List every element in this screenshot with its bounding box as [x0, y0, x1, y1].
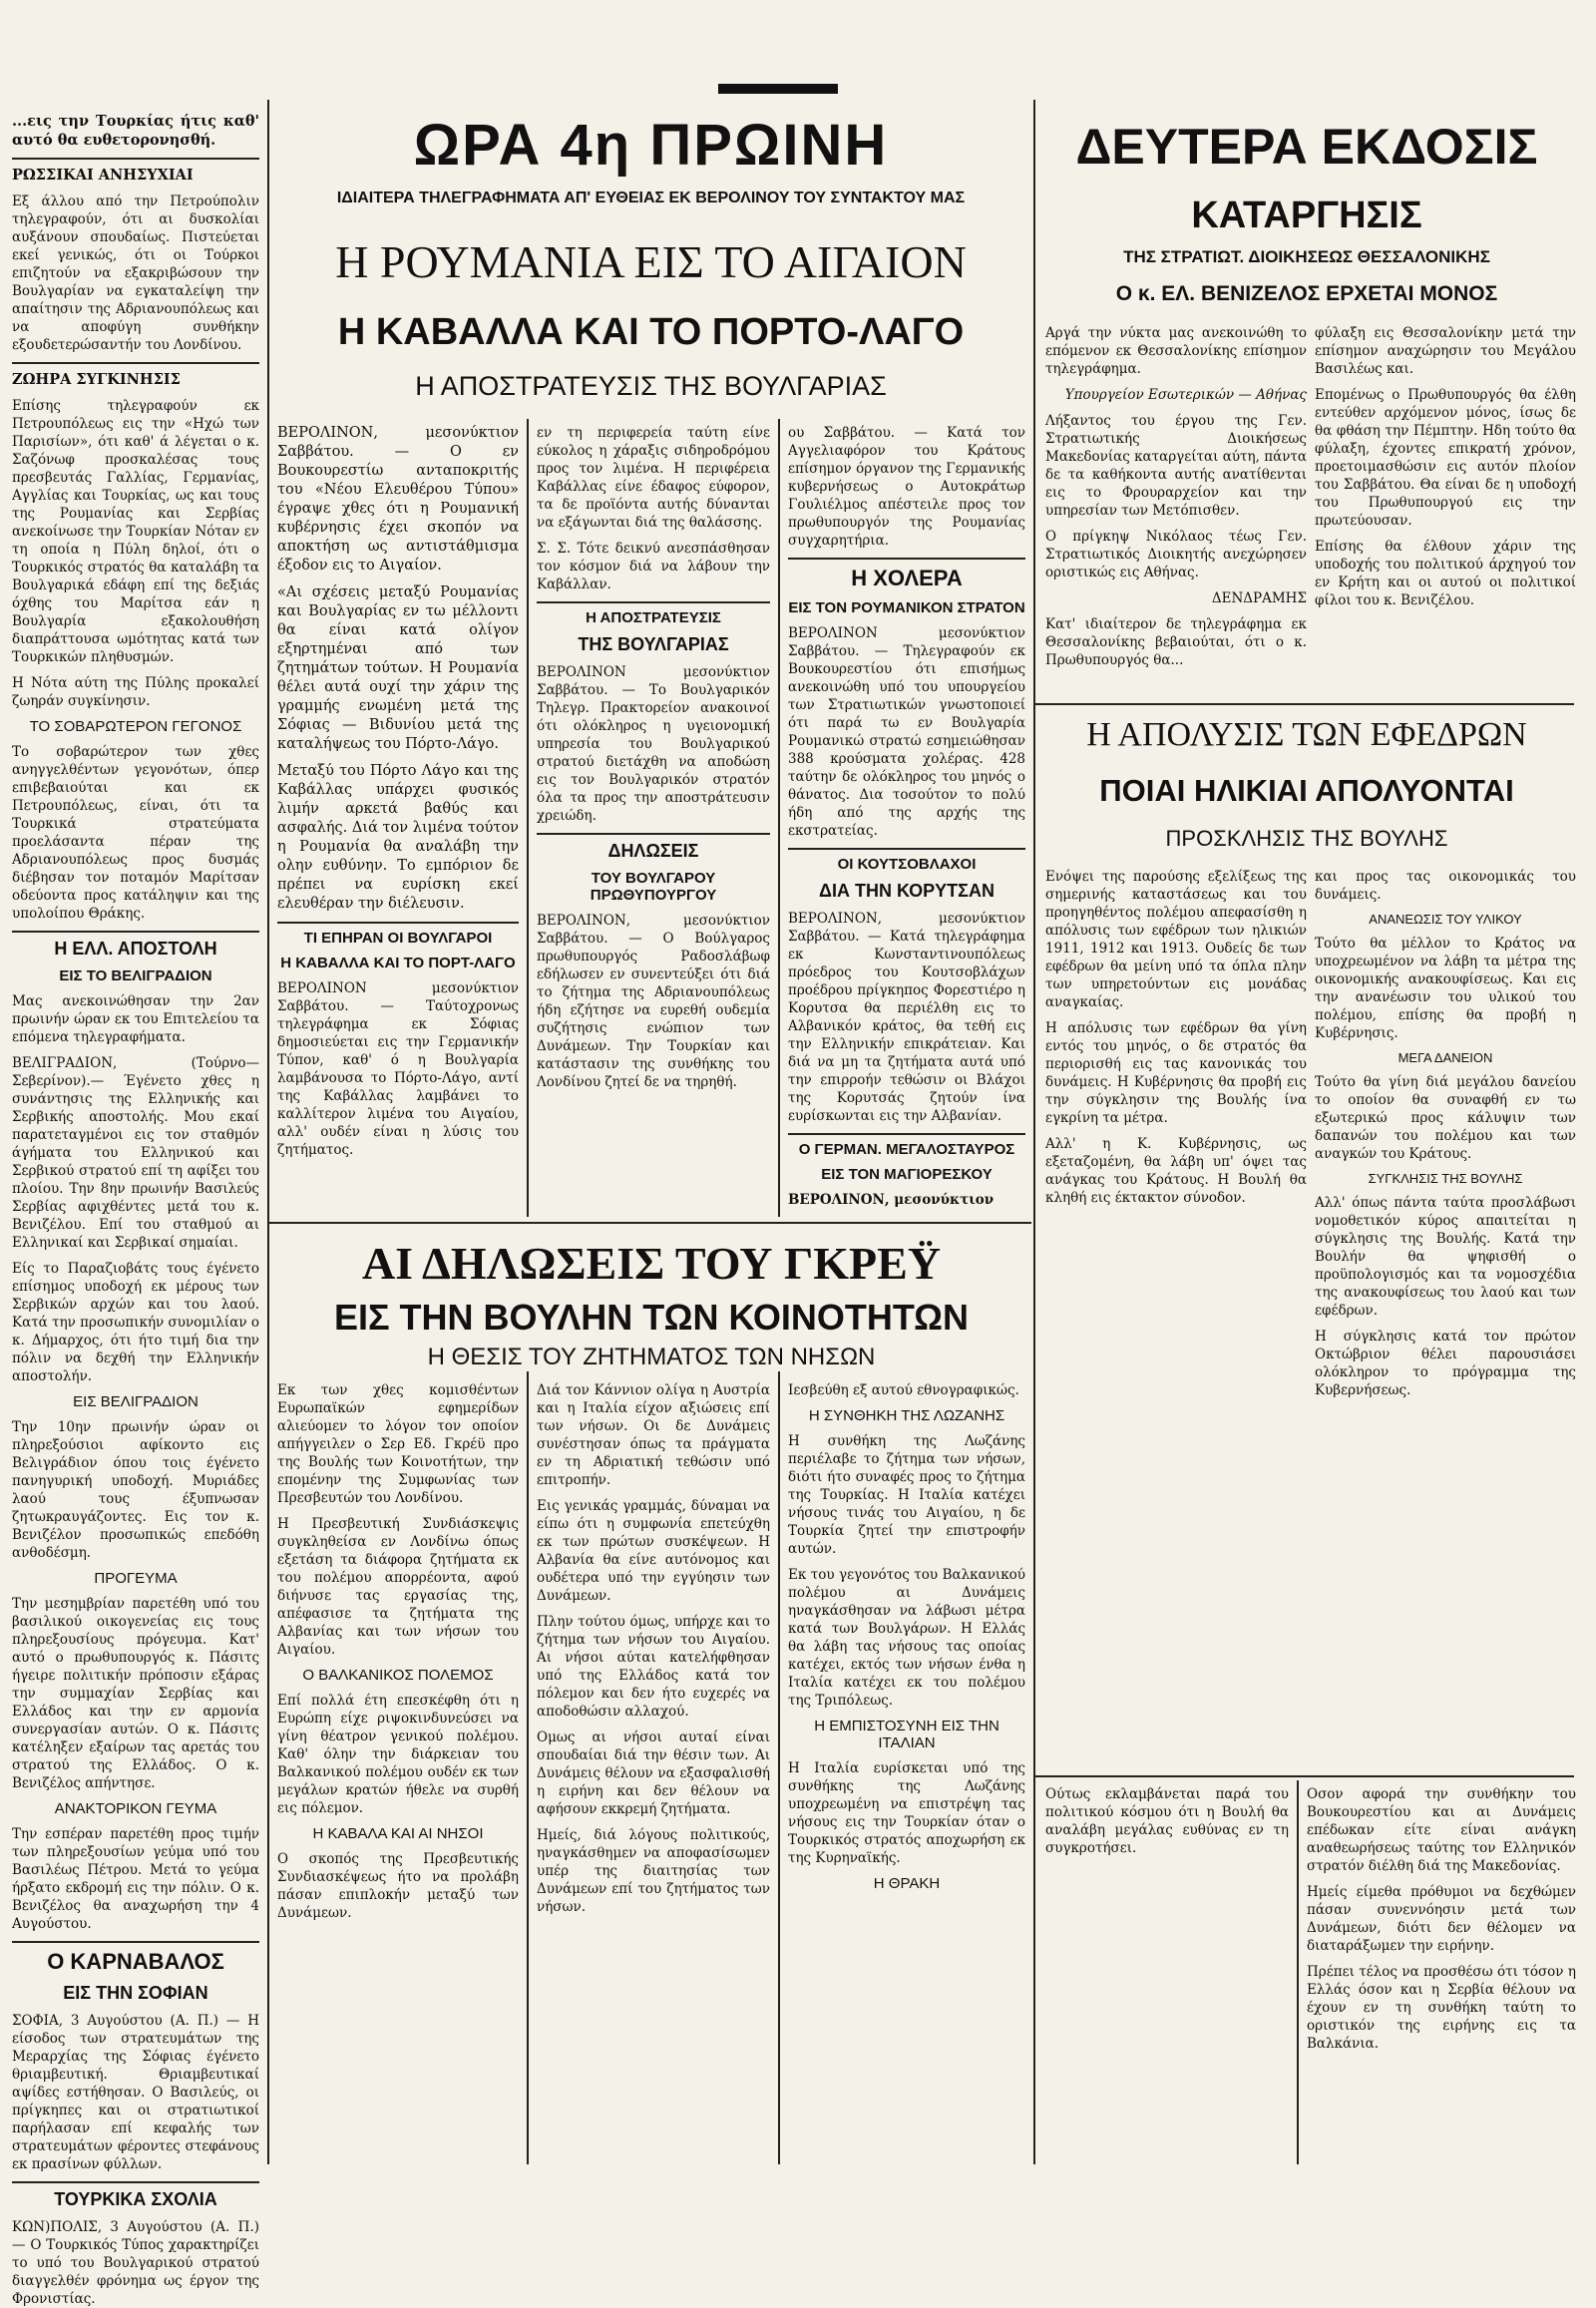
- article-subheadline: ΕΙΣ ΤΟΝ ΡΟΥΜΑΝΙΚΟΝ ΣΤΡΑΤΟΝ: [788, 599, 1025, 616]
- article-body: Η Νότα αύτη της Πύλης προκαλεί ζωηράν συγκίνησιν.: [12, 675, 259, 709]
- banner-subtitle: ΙΔΙΑΙΤΕΡΑ ΤΗΛΕΓΡΑΦΗΜΑΤΑ ΑΠ' ΕΥΘΕΙΑΣ ΕΚ ΒΕΡΟΛΙΝΟΥ ΤΟΥ ΣΥΝΤΑΚΤΟΥ ΜΑΣ: [336, 190, 966, 206]
- headline-romania: Η ΡΟΥΜΑΝΙΑ ΕΙΣ ΤΟ ΑΙΓΑΙΟΝ: [335, 236, 967, 287]
- right-column-2: [1315, 324, 1576, 698]
- masthead-bar: [718, 84, 838, 94]
- article-body: Επίσης τηλεγραφούν εκ Πετρουπόλεως εις την «Ηχώ των Παρισίων», ότι καθ' ά λέγεται ο κ. Σαζόνωφ προσκαλέσας τους πρεσβευτάς Γαλλίας, Γερμανίας, Αγγλίας και Τουρκίας, ως και τους της Ρουμανίας και Σερβίας ανεκοίνωσε την Τουρκίαν Νόταν εν τη οποία η Πύλη δηλοί, ότι ο Τουρκικός στρατός θα καταλάβη τα Βουλγαρικά εδάφη επί της δεξιάς όχθης του Μαρίτσα εάν η Βουλγαρία εξακολουθήση διαπράττουσα ωμότητας κατά των Τουρκικών πληθυσμών.: [12, 398, 259, 665]
- article-headline: ΤΙ ΕΠΗΡΑΝ ΟΙ ΒΟΥΛΓΑΡΟΙ: [303, 930, 493, 947]
- section-heading: Η ΕΜΠΙΣΤΟΣΥΝΗ ΕΙΣ ΤΗΝ ΙΤΑΛΙΑΝ: [814, 1718, 999, 1751]
- article-body: Επίσης θα έλθουν χάριν της υποδοχής του πολιτικού άρχηγού τον εν Κρήτη και οι αυτού οι πολιτικοί φίλοι του κ. Βενιζέλου.: [1315, 539, 1576, 608]
- lower-column-1: [277, 1381, 519, 2164]
- section-rule: [269, 1222, 1031, 1224]
- article-body: Εις γενικάς γραμμάς, δύναμαι να είπω ότι η συμφωνία επετεύχθη εκ των πρώτων συσκέψεων. Η Αλβανία θα είνε αυτόνομος και ουδέτερα υπό την εγγύησιν των Δυνάμεων.: [537, 1498, 770, 1604]
- article-subheadline: ΤΟΥ ΒΟΥΛΓΑΡΟΥ ΠΡΩΘΥΠΟΥΡΓΟΥ: [590, 870, 717, 904]
- article-body: Πλην τούτου όμως, υπήρχε και το ζήτημα των νήσων του Αιγαίου. Αι νήσοι αύται κατελήφθησαν υπό της Ελλάδος κατά τον πόλεμον και δεν ήτο ευχερές να αποδοθώσιν αλλαχού.: [537, 1614, 770, 1720]
- article-body: φύλαξη εις Θεσσαλονίκην μετά την επίσημον αναχώρησιν του Μεγάλου Βασιλέως και.: [1315, 325, 1576, 377]
- article-body: Πρέπει τέλος να προσθέσω ότι τόσον η Ελλάς όσον και η Σερβία θέλουν να έχουν εν τη συνθήκη ταύτη το οριστικόν της ειρήνης εις τα Βαλκάνια.: [1307, 1964, 1576, 2052]
- article-body: Τούτο θα μέλλον το Κράτος να υποχρεωμένον να λάβη τα μέτρα της οικονομικής ανακουφίσεως. Και εις την ανανέωσιν του υλικού του πολέμου, επίσης θα προβή η Κυβέρνησις.: [1315, 936, 1576, 1041]
- article-body: Η σύγκλησις κατά τον πρώτον Οκτώβριον θέλει παρουσιάσει ολόκληρον το πρόγραμμα της Κυβερνήσεως.: [1315, 1329, 1576, 1398]
- article-body: Αλλ' η Κ. Κυβέρνησις, ως εξεταζομένη, θα λάβη υπ' όψει τας ανάγκας του Κράτους. Η Βουλή θα κληθή εις έκτακτον σύνοδον.: [1045, 1136, 1307, 1206]
- right-column-6: [1307, 1785, 1576, 2164]
- article-body: Μεταξύ του Πόρτο Λάγο και της Καβάλλας υπάρχει φυσικός λιμήν αρκετά βαθύς και ασφαλής. Διά τον λιμένα τούτον η Ρουμανία θα αναλάβη την ολην ευθύνην. Το εμπόριον δε πρέπει να ευρίσκη εκεί ελευθέραν την διέλευσιν.: [277, 763, 519, 912]
- article-subheadline: ΕΙΣ ΤΟ ΒΕΛΙΓΡΑΔΙΟΝ: [59, 967, 212, 984]
- article-body: ΚΩΝ)ΠΟΛΙΣ, 3 Αυγούστου (Α. Π.) — Ο Τουρκικός Τύπος χαρακτηρίζει το υπό του Βουλγαρικού στρατού διαγγελθέν φρόνημα ως έργον της Φρονιστίας.: [12, 2219, 259, 2307]
- section-heading: ΣΥΓΚΛΗΣΙΣ ΤΗΣ ΒΟΥΛΗΣ: [1368, 1171, 1523, 1186]
- article-body: Η συνθήκη της Λωζάνης περιέλαβε το ζήτημα των νήσων, διότι ήτο συναφές προς το ζήτημα της Τουρκίας. Η Ιταλία κατέχει νήσους τινάς του Αιγαίου, η δε Τουρκία ζητεί την επιστροφήν αυτών.: [788, 1433, 1025, 1557]
- signature: ΔΕΝΔΡΑΜΗΣ: [1211, 590, 1307, 606]
- section-rule: [537, 601, 770, 603]
- section-heading: ΤΟ ΣΟΒΑΡΩΤΕΡΟΝ ΓΕΓΟΝΟΣ: [29, 718, 242, 735]
- article-body: Αλλ' όπως πάντα ταύτα προσλάβωσι νομοθετικόν κύρος απαιτείται η σύγκλησις της Βουλής. Κατά την Βουλήν θα ψηφισθή ο προϋπολογισμός και τα νομοσχέδια της ανακουφίσεως του λαού και των εφέδρων.: [1315, 1195, 1576, 1319]
- article-body: Την μεσημβρίαν παρετέθη υπό του βασιλικού οικογενείας εις τους πληρεξουσίους πρόγευμα. Κατ' αυτό ο πρωθυπουργός κ. Πάσιτς ήγειρε πολιτικήν πρόποσιν εξάρας την συμμαχίαν Σερβίας και Ελλάδος και την εν αρμονία συνεργασίαν αυτών. Ο κ. Πάσιτς κατέληξεν εξαίρων τας αρετάς του στρατού της Ελλάδος. Ο κ. Βενιζέλος απήντησε.: [12, 1596, 259, 1791]
- banner-headline: ΩΡΑ 4η ΠΡΩΙΝΗ: [413, 113, 889, 178]
- article-intro: ...εις την Τουρκίας ήτις καθ' αυτό θα ευθετορονησθή.: [12, 113, 259, 149]
- article-body: Η απόλυσις των εφέδρων θα γίνη εντός του μηνός, ο δε στρατός θα περιορισθή εις τας κανονικάς του δυνάμεις. Η Κυβέρνησις θα προβή εις την σύγκλησιν της Βουλής ίνα εγκρίνη τα μέτρα.: [1045, 1020, 1307, 1126]
- article-body: ου Σαββάτου. — Κατά τον Αγγελιαφόρον του Κράτους επίσημον όργανον της Γερμανικής κυβερνήσεως ο Αυτοκράτωρ Γουλιέλμος απέστειλε προς τον πρωθυπουργόν της Ρουμανίας συγχαρητήρια.: [788, 425, 1025, 549]
- section-rule: [1035, 703, 1574, 705]
- article-headline: ΤΟΥΡΚΙΚΑ ΣΧΟΛΙΑ: [54, 2189, 217, 2209]
- article-body: Οσον αφορά την συνθήκην του Βουκουρεστίου και αι Δυνάμεις επέδωκαν είτε είναι ανάγκη αναθεωρήσεως ταύτης τον Ελληνικόν στρατόν διέλθη διά της Μακεδονίας.: [1307, 1786, 1576, 1874]
- article-body: Ο σκοπός της Πρεσβευτικής Συνδιασκέψεως ήτο να προλάβη πάσαν επιπλοκήν μεταξύ των Δυνάμεων.: [277, 1851, 519, 1921]
- article-body: Την εσπέραν παρετέθη προς τιμήν των πληρεξουσίων γεύμα υπό του Βασιλέως Πέτρου. Μετά το γεύμα ήρξατο εκδρομή εις την πόλιν. Ο κ. Βενιζέλος θα αναχωρήση την 4 Αυγούστου.: [12, 1826, 259, 1932]
- section-heading: ΑΝΑΝΕΩΣΙΣ ΤΟΥ ΥΛΙΚΟΥ: [1369, 912, 1522, 927]
- article-body: ΒΕΡΟΛΙΝΟΝ μεσονύκτιον Σαββάτου. — Το Βουλγαρικόν Τηλεγρ. Πρακτορείον ανακοινοί ότι ολόκληρος η υγειονομική υπηρεσία του Βουλγαρικού στρατού διετάχθη να αποδώση εις τον Βουλγαρικόν στρατόν όλα τα προς την αποστράτευσιν χρειώδη.: [537, 664, 770, 824]
- article-body: Ούτως εκλαμβάνεται παρά του πολιτικού κόσμου ότι η Βουλή θα αναλάβη μεγάλας ευθύνας εν τη συγκροτήσει.: [1045, 1786, 1289, 1856]
- article-headline: Η ΧΟΛΕΡΑ: [851, 566, 963, 590]
- article-body: Εκ του γεγονότος του Βαλκανικού πολέμου αι Δυνάμεις ηναγκάσθησαν να λάβωσι μέτρα κατά των Βουλγάρων. Η Ελλάς θα λάβη τας νήσους τας οποίας κατέχει, εκτός των νήσων ένθα η Ιταλία κατέχει εκ του πολέμου της Τριπόλεως.: [788, 1567, 1025, 1709]
- article-body: Επί πολλά έτη επεσκέφθη ότι η Ευρώπη είχε ριψοκινδυνεύσει να γίνη θέατρον γενικού πολέμου. Καθ' όλην την διάρκειαν του Βαλκανικού πολέμου ουδέν εκ των μεγάλων κρατών ήθελε να συρθή εις πόλεμον.: [277, 1693, 519, 1816]
- section-rule: [12, 2181, 259, 2183]
- article-body: Λήξαντος του έργου της Γεν. Στρατιωτικής Διοικήσεως Μακεδονίας καταργείται αύτη, πάντα δε τα καθήκοντα αυτής ανατίθενται εις το Φρουραρχείον και την υπηρεσίαν των Μετόπισθεν.: [1045, 413, 1307, 519]
- section-rule: [12, 362, 259, 364]
- article-body: ΒΕΛΙΓΡΑΔΙΟΝ, (Τούρνο—Σεβερίνον).— Έγένετο χθες η συνάντησις της Ελληνικής και Σερβικής αποστολής. Μου εκαί παρατεταγμένοι εις τον σταθμόν άγήματα του Ελληνικού και Σερβικού στρατού επί τη αφίξει του πλοίου. Την 8ην πρωινήν Βασιλεύς Σερβίας αφιχθέντες μετά του κ. Βενιζέλου. Επί του σταθμού αι Ελληνικαί και Σερβικαί σημαίαι.: [12, 1055, 259, 1251]
- article-subheadline: ΕΙΣ ΤΟΝ ΜΑΓΙΟΡΕΣΚΟΥ: [821, 1166, 993, 1183]
- column-rule: [778, 419, 780, 1217]
- headline-military-command: ΤΗΣ ΣΤΡΑΤΙΩΤ. ΔΙΟΙΚΗΣΕΩΣ ΘΕΣΣΑΛΟΝΙΚΗΣ: [1123, 247, 1490, 266]
- article-body: Ομως αι νήσοι αυταί είναι σπουδαίαι διά την θέσιν των. Αι Δυνάμεις θέλουν να εξασφαλισθή η ειρήνη και δεν θέλουν να αφήσουν εκκρεμή ζητήματα.: [537, 1730, 770, 1817]
- article-body: ΒΕΡΟΛΙΝΟΝ μεσονύκτιον Σαββάτου. — Ταύτοχρονως τηλεγράφημα εκ Σόφιας δημοσιεύεται εις την Γερμανικήν Τύπον, καθ' ό η Βουλγαρία λαμβάνουσα το Πόρτο-Λάγο, αντί της Καβάλλας λαμβάνει το καλλίτερον λιμένα του Αιγαίου, αλλ' ουδέν είναι η λύσις του ζητήματος.: [277, 980, 519, 1158]
- article-body: Την 10ην πρωινήν ώραν οι πληρεξούσιοι αφίκοντο εις Βελιγράδιον όπου τοις έγένετο πανηγυρική υποδοχή. Μυριάδες λαού τους έξυπνωσαν ζητωκραυγάζοντες. Εις τον κ. Βενιζέλον προσωπικώς επεδόθη ανθοδέσμη.: [12, 1419, 259, 1561]
- article-body: Κατ' ιδιαίτερον δε τηλεγράφημα εκ Θεσσαλονίκης βεβαιούται, ότι ο κ. Πρωθυπουργός θα...: [1045, 616, 1307, 668]
- article-body: και προς τας οικονομικάς του δυνάμεις.: [1315, 869, 1576, 903]
- section-heading: Η ΚΑΒΑΛΑ ΚΑΙ ΑΙ ΝΗΣΟΙ: [312, 1825, 484, 1842]
- article-body: Διά τον Κάννιον ολίγα η Αυστρία και η Ιταλία είχον αξιώσεις επί των νήσων. Οι δε Δυνάμεις συνέστησαν όπως τα πράγματα εν τη Αδριατική τεθώσιν υπό επιτροπήν.: [537, 1382, 770, 1488]
- lower-column-3: [788, 1381, 1025, 2164]
- headline-parliament-summons: ΠΡΟΣΚΛΗΣΙΣ ΤΗΣ ΒΟΥΛΗΣ: [1165, 826, 1448, 851]
- section-rule: [1035, 1775, 1574, 1777]
- article-body: Εκ των χθες κομισθέντων Ευρωπαϊκών εφημερίδων αλιεύομεν το λόγον τον οποίον απήγγειλεν ο Σερ Εδ. Γκρέϋ προ της Βουλής των Κοινοτήτων, την επομένην της Συμφωνίας των Πρεσβευτών του Λονδίνου.: [277, 1382, 519, 1506]
- article-body: ΒΕΡΟΛΙΝΟΝ μεσονύκτιον Σαββάτου. — Τηλεγραφούν εκ Βουκουρεστίου ότι επισήμως ανεκοινώθη υπό του υπουργείου των Στρατιωτικών γνωστοποιεί ότι παρά τω εν Βουλγαρία Ρουμανικώ στρατώ εσημειώθησαν 388 κρούσματα χολέρας. 428 ταύτην δε ολόκληρος του μηνός ο θάνατος. Δια τοσούτον το πολύ ήδη από της αρχής της εκστρατείας.: [788, 625, 1025, 839]
- right-column-1: [1045, 324, 1307, 698]
- center-column-3: [788, 424, 1025, 1217]
- article-body: «Αι σχέσεις μεταξύ Ρουμανίας και Βουλγαρίας εν τω μέλλοντι θα είναι κατά ολίγον εξηρτημέναι από των ζητημάτων τούτων. Η Ρουμανία θέλει αυτά ουχί την χάριν της γραμμής ενωμένη μετά της Σόφιας — Βιδυνίου μετά της καταλήψεως του Πόρτο-Λάγο.: [277, 584, 519, 752]
- section-rule: [12, 158, 259, 160]
- article-body: Η Πρεσβευτική Συνδιάσκεψις συγκληθείσα εν Λονδίνω όπως εξετάση τα διάφορα ζητήματα εκ του πολέμου απορρέοντα, αφού διήνυσε τας εργασίας της, απέφασισε τα ζητήματα της Αλβανίας και των νήσων του Αιγαίου.: [277, 1516, 519, 1658]
- article-body: ΒΕΡΟΛΙΝΟΝ, μεσονύκτιον Σαββάτου. — Κατά τηλεγράφημα εκ Κωνσταντινουπόλεως πρόεδρος του Κουτσοβλάχων προέδρου πρίγκηπος Φορεστιέρο η Κορυτσα θα περιέλθη εις το Αλβανικόν κράτος, θα τεθή εις την Ελληνικήν επικράτειαν. Και διά να μη τα ζητήματα αυτά υπό την επιρροήν τεθώσιν οι Βλάχοι της Κορυτσάς ζητούν ίνα ευρίσκωνται εις την Αλβανίαν.: [788, 911, 1025, 1124]
- headline-reservists-release: Η ΑΠΟΛΥΣΙΣ ΤΩΝ ΕΦΕΔΡΩΝ: [1086, 716, 1527, 753]
- headline-kavala: Η ΚΑΒΑΛΛΑ ΚΑΙ ΤΟ ΠΟΡΤΟ-ΛΑΓΟ: [337, 311, 965, 353]
- headline-grey-statements: ΑΙ ΔΗΛΩΣΕΙΣ ΤΟΥ ΓΚΡΕΫ: [361, 1238, 942, 1289]
- section-heading: ΑΝΑΚΤΟΡΙΚΟΝ ΓΕΥΜΑ: [54, 1800, 217, 1817]
- article-body: ΒΕΡΟΛΙΝΟΝ, μεσονύκτιον Σαββάτου. — Ο Βούλγαρος πρωθυπουργός Ραδοσλάβωφ εδήλωσεν εν συνεντεύξει ότι διά το ζήτημα της Αδριανουπόλεως ήδη εζήτησε να ευρεθή ουδεμία συζήτησις ενώπιον των Δυνάμεων. Την Τουρκίαν και κατάστασιν της συνθήκης του Λονδίνου ζητεί δε να τηρηθή.: [537, 913, 770, 1090]
- article-subheadline: ΤΗΣ ΒΟΥΛΓΑΡΙΑΣ: [578, 634, 729, 654]
- article-body: Επομένως ο Πρωθυπουργός θα έλθη εντεύθεν αρχόμενον μόνος, ίσως δε θα φθάση την Πέμπτην. Ηδη τούτο θα φύλαξη, έχοντες επικρατή χρόνον, προετοιμασθώσιν εις αυτόν πλοίον του Σαββάτου. Θα είναι δε η υποδοχή του Πρωθυπουργού εις την πρωτεύουσαν.: [1315, 387, 1576, 529]
- section-heading: ΡΩΣΣΙΚΑΙ ΑΝΗΣΥΧΙΑΙ: [12, 167, 194, 184]
- headline-venizelos-arrives: Ο κ. ΕΛ. ΒΕΝΙΖΕΛΟΣ ΕΡΧΕΤΑΙ ΜΟΝΟΣ: [1115, 282, 1498, 305]
- article-body: Ο πρίγκηψ Νικόλαος τέως Γεν. Στρατιωτικός Διοικητής ανεχώρησεν οριστικώς εις Αθήνας.: [1045, 529, 1307, 580]
- center-column-1: [277, 424, 519, 1217]
- article-body: Αργά την νύκτα μας ανεκοινώθη το επόμενον εκ Θεσσαλονίκης επίσημον τηλεγράφημα.: [1045, 325, 1307, 377]
- article-headline: ΟΙ ΚΟΥΤΣΟΒΛΑΧΟΙ: [837, 856, 977, 873]
- section-heading: ΖΩΗΡΑ ΣΥΓΚΙΝΗΣΙΣ: [12, 371, 181, 388]
- section-rule: [12, 931, 259, 933]
- article-headline: ΔΗΛΩΣΕΙΣ: [607, 841, 699, 861]
- column-rule: [1297, 1780, 1299, 2164]
- right-column-5: [1045, 1785, 1289, 2164]
- section-heading: ΜΕΓΑ ΔΑΝΕΙΟΝ: [1397, 1050, 1493, 1065]
- section-rule: [788, 848, 1025, 850]
- center-column-2: [537, 424, 770, 1217]
- section-heading: Ο ΒΑΛΚΑΝΙΚΟΣ ΠΟΛΕΜΟΣ: [302, 1667, 494, 1684]
- article-body: Ημείς είμεθα πρόθυμοι να δεχθώμεν πάσαν συνεννόησιν μετά των Δυνάμεων, διότι δεν θέλομεν να διαταράξωμεν την ειρήνην.: [1307, 1884, 1576, 1954]
- column-rule: [267, 100, 269, 2164]
- article-body: Η Ιταλία ευρίσκεται υπό της συνθήκης της Λωζάνης υποχρεωμένη να επιστρέψη τας νήσους εις την Τουρκίαν όταν ο Τουρκικός στρατός αποχωρήση εκ της Κυρηναϊκής.: [788, 1760, 1025, 1866]
- section-heading: Η ΘΡΑΚΗ: [873, 1875, 941, 1892]
- headline-abolition: ΚΑΤΑΡΓΗΣΙΣ: [1191, 194, 1422, 236]
- article-body: ΒΕΡΟΛΙΝΟΝ, μεσονύκτιον Σαββάτου. — Ο εν Βουκουρεστίω ανταποκριτής του «Νέου Ελευθέρου Τύπου» έγραψε χθες ότι η Ρουμανική κυβέρνησις έχει σκοπόν να αποκτήση ως αντιστάθμισμα έξοδον εις το Αιγαίον.: [277, 425, 519, 574]
- section-rule: [788, 1133, 1025, 1135]
- article-body: Είς το Παραζιοβάτς τους έγένετο επίσημος υποδοχή εκ μέρους των Σερβικών αρχών και του λαού. Κατά την προσωπικήν συνομιλίαν ο κ. Δήμαρχος, ότι ήτο τιμή δια την πόλιν να δεχθή την Ελληνικήν αποστολήν.: [12, 1261, 259, 1384]
- article-headline: Ο ΓΕΡΜΑΝ. ΜΕΓΑΛΟΣΤΑΥΡΟΣ: [798, 1141, 1015, 1158]
- lower-column-2: [537, 1381, 770, 2164]
- article-body: Σ. Σ. Τότε δεικνύ ανεσπάσθησαν τον κόσμον διά να λάβουν την Καβάλλαν.: [537, 541, 770, 592]
- column-rule: [1033, 100, 1035, 2164]
- article-body: ΒΕΡΟΛΙΝΟΝ, μεσονύκτιον: [788, 1192, 995, 1208]
- article-body: Ενόψει της παρούσης εξελίξεως της σημερινής καταστάσεως και του προηγηθέντος πολέμου απεφασίσθη η απόλυσις των εφέδρων των ηλικιών 1911, 1912 και 1913. Ουδείς δε των εφέδρων θα μείνη υπό τα όπλα πλην των υπηρετούντων εις μονάδας αναγκαίας.: [1045, 869, 1307, 1010]
- article-subheadline: ΔΙΑ ΤΗΝ ΚΟΡΥΤΣΑΝ: [819, 881, 995, 901]
- section-heading: ΕΙΣ ΒΕΛΙΓΡΑΔΙΟΝ: [73, 1393, 199, 1410]
- left-column: [12, 112, 259, 2307]
- article-headline: Η ΚΑΒΑΛΛΑ ΚΑΙ ΤΟ ΠΟΡΤ-ΛΑΓΟ: [280, 955, 516, 971]
- right-column-3: [1045, 868, 1307, 1770]
- section-heading: ΠΡΟΓΕΥΜΑ: [94, 1570, 178, 1587]
- section-rule: [277, 922, 519, 924]
- article-body: Ιεσβεύθη εξ αυτού εθνογραφικώς.: [788, 1382, 1019, 1398]
- column-rule: [778, 1371, 780, 2164]
- article-body: Μας ανεκοινώθησαν την 2αν πρωινήν ώραν εκ του Επιτελείου τα επόμενα τηλεγραφήματα.: [12, 993, 259, 1045]
- column-rule: [527, 419, 529, 1217]
- article-subheadline: ΕΙΣ ΤΗΝ ΣΟΦΙΑΝ: [63, 1983, 208, 2003]
- article-body: Τούτο θα γίνη διά μεγάλου δανείου το οποίον θα συναφθή εν τω εξωτερικώ προς κάλυψιν των δαπανών του πολέμου και των αναγκών του Κράτους.: [1315, 1074, 1576, 1162]
- article-headline: Ο ΚΑΡΝΑΒΑΛΟΣ: [47, 1949, 224, 1974]
- headline-house-of-commons: ΕΙΣ ΤΗΝ ΒΟΥΛΗΝ ΤΩΝ ΚΟΙΝΟΤΗΤΩΝ: [333, 1297, 970, 1338]
- article-body: ΣΟΦΙΑ, 3 Αυγούστου (Α. Π.) — Η είσοδος των στρατευμάτων της Μεραρχίας της Σόφιας έγένετο θριαμβευτική. Θριαμβευτικαί αψίδες εστήθησαν. Ο Βασιλεύς, οι πρίγκηπες και οι στρατιωτικοί παρήλασαν επί κεφαλής των στρατευμάτων φέροντες στεφάνους εκ πρασίνων φύλλων.: [12, 2013, 259, 2172]
- second-edition-banner: ΔΕΥΤΕΡΑ ΕΚΔΟΣΙΣ: [1075, 119, 1538, 175]
- column-rule: [527, 1371, 529, 2164]
- article-body: Εξ άλλου από την Πετρούπολιν τηλεγραφούν, ότι αι δυσκολίαι αυξάνουν σπουδαίως. Πιστεύεται εκεί γενικώς, ότι οι Τούρκοι επιζητούν να εξακριβώσουν την Βουλγαρίαν να εγκαταλείψη την απαίτησιν της Αδριανουπόλεως και να αποφύγη συνθήκην εξουδετερώσαντήν του Λονδίνου.: [12, 193, 259, 353]
- article-body: εν τη περιφερεία ταύτη είνε εύκολος η χάραξις σιδηροδρόμου προς τον λιμένα. Η περιφέρεια Καβάλλας είνε έδαφος εύφορον, τα δε προϊόντα αυτής δύνανται να εξάγωνται διά της θαλάσσης.: [537, 425, 770, 531]
- right-column-4: [1315, 868, 1576, 1770]
- section-rule: [12, 1941, 259, 1943]
- article-headline: Η ΕΛΛ. ΑΠΟΣΤΟΛΗ: [54, 939, 217, 959]
- article-body: Το σοβαρώτερον των χθες ανηγγελθέντων γεγονότων, όπερ επιβεβαιούται και εκ Πετρουπόλεως, είναι, ότι τα Τουρκικά στρατεύματα προελάσαντα πέραν της Αδριανουπόλεως προς δυσμάς διέβησαν τον ποταμόν Μαρίτσαν οδεύοντα προς κατάληψιν και της υπολοίπου Θράκης.: [12, 744, 259, 922]
- headline-age-classes: ΠΟΙΑΙ ΗΛΙΚΙΑΙ ΑΠΟΛΥΟΝΤΑΙ: [1099, 773, 1514, 808]
- section-rule: [788, 558, 1025, 560]
- section-heading: Η ΣΥΝΘΗΚΗ ΤΗΣ ΛΩΖΑΝΗΣ: [808, 1407, 1005, 1424]
- section-rule: [537, 833, 770, 835]
- headline-demobilization: Η ΑΠΟΣΤΡΑΤΕΥΣΙΣ ΤΗΣ ΒΟΥΛΓΑΡΙΑΣ: [415, 371, 887, 401]
- article-headline: Η ΑΠΟΣΤΡΑΤΕΥΣΙΣ: [586, 609, 721, 626]
- dispatch-source: Υπουργείον Εσωτερικών — Αθήνας: [1064, 387, 1307, 403]
- headline-islands-question: Η ΘΕΣΙΣ ΤΟΥ ΖΗΤΗΜΑΤΟΣ ΤΩΝ ΝΗΣΩΝ: [427, 1344, 876, 1370]
- article-body: Ημείς, διά λόγους πολιτικούς, ηναγκάσθημεν να αποφασίσωμεν υπέρ της διαιτησίας των Δυνάμεων επί του ζητήματος των νήσων.: [537, 1827, 770, 1915]
